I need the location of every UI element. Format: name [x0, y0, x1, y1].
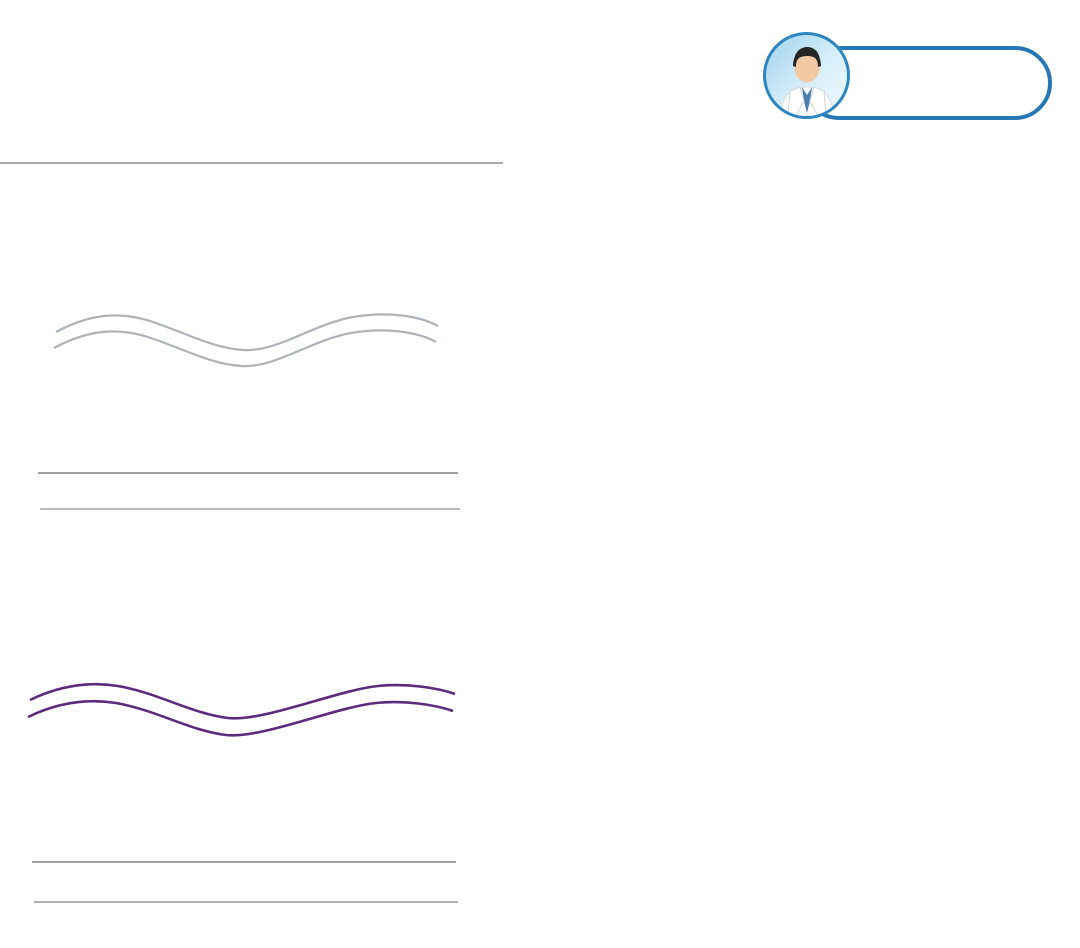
top-surface-strip — [0, 140, 510, 210]
doctor-photo-icon — [766, 35, 847, 116]
doctor-avatar — [763, 32, 850, 119]
skin-diagram-after — [18, 672, 483, 912]
skin-diagram-before — [18, 300, 483, 515]
